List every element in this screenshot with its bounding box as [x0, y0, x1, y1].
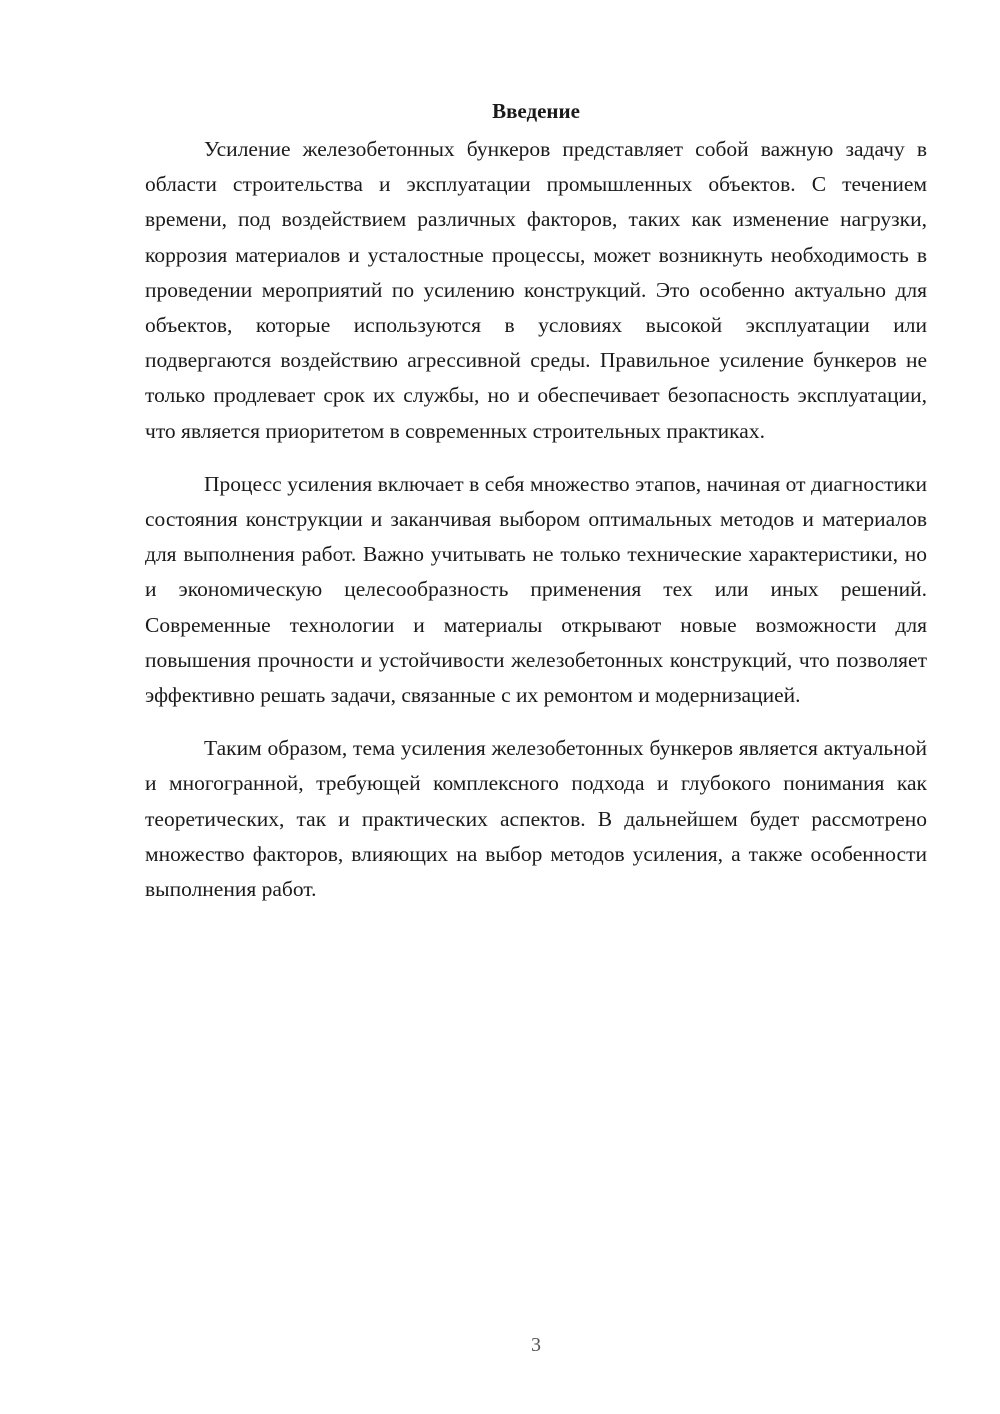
section-title: Введение [492, 99, 580, 123]
paragraph-2: Процесс усиления включает в себя множество этапов, начиная от диагностики состояния конструкции и заканчивая выбором оптимальных методов и материалов для выполнения работ. Важно учитывать не только технические характеристики, но и экономическую целесообразность применения тех или иных решений. Современные технологии и материалы открывают новые возможности для повышения прочности и устойчивости железобетонных конструкций, что позволяет эффективно решать задачи, связанные с их ремонтом и модернизацией. [145, 471, 927, 708]
page-content [145, 96, 927, 925]
paragraph-1: Усиление железобетонных бункеров представляет собой важную задачу в области строительства и эксплуатации промышленных объектов. С течением времени, под воздействием различных факторов, таких как изменение нагрузки, коррозия материалов и усталостные процессы, может возникнуть необходимость в проведении мероприятий по усилению конструкций. Это особенно актуально для объектов, которые используются в условиях высокой эксплуатации или подвергаются воздействию агрессивной среды. Правильное усиление бункеров не только продлевает срок их службы, но и обеспечивает безопасность эксплуатации, что является приоритетом в современных строительных практиках. [145, 137, 927, 443]
page-number: 3 [531, 1334, 541, 1356]
paragraph-3: Таким образом, тема усиления железобетонных бункеров является актуальной и многогранной, требующей комплексного подхода и глубокого понимания как теоретических, так и практических аспектов. В дальнейшем будет рассмотрено множество факторов, влияющих на выбор методов усиления, а также особенности выполнения работ. [145, 736, 927, 902]
